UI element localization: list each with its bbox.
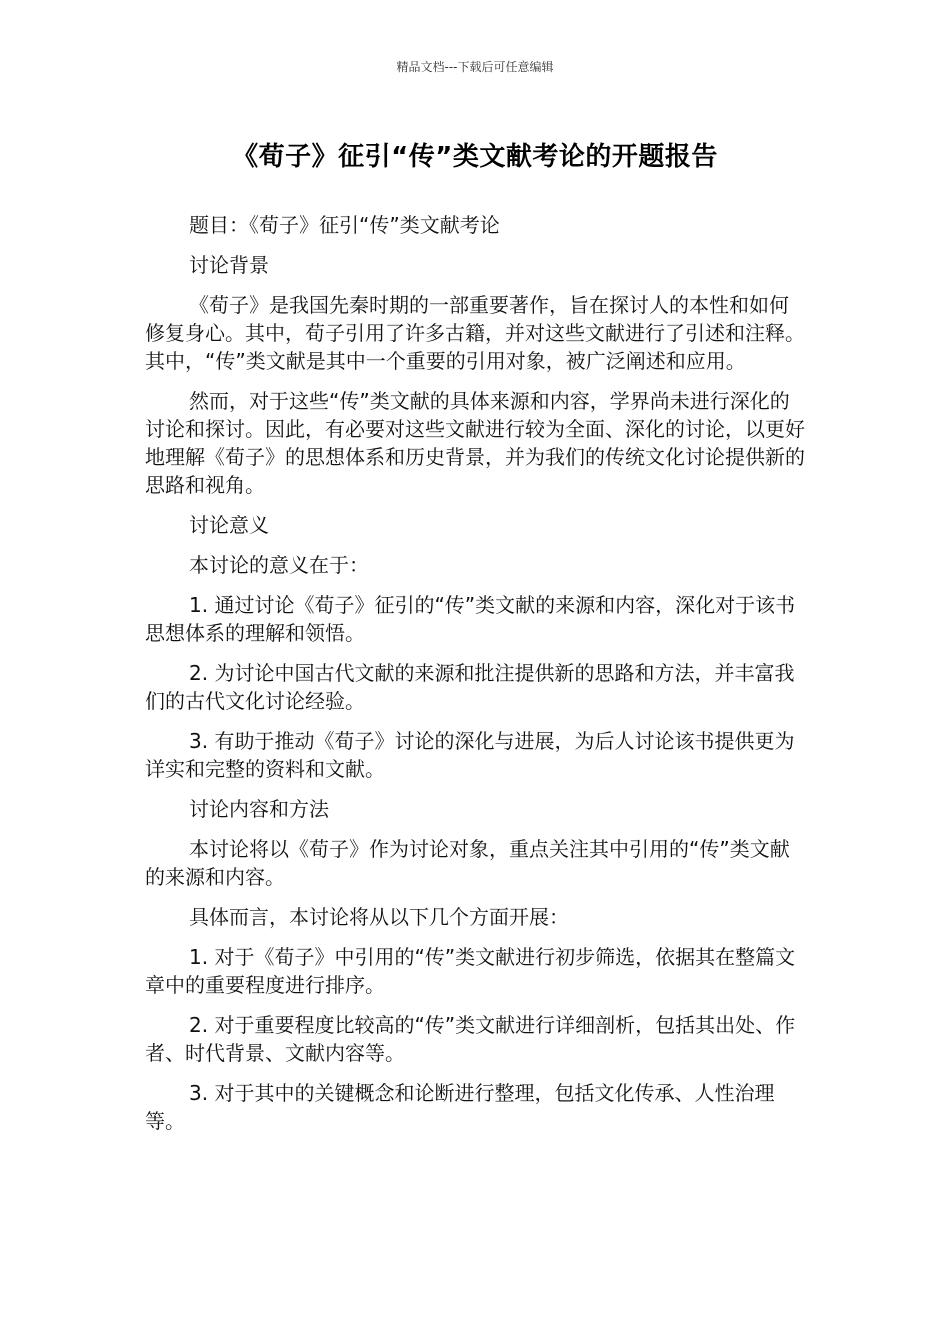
section-heading-content-method: 讨论内容和方法 (189, 797, 329, 821)
list-item: 1. 对于《荀子》中引用的“传”类文献进行初步筛选，依据其在整篇文章中的重要程度进行排序。 (145, 945, 796, 997)
list-item: 3. 对于其中的关键概念和论断进行整理，包括文化传承、人性治理等。 (145, 1081, 775, 1133)
topic-line: 题目：《荀子》征引“传”类文献考论 (189, 213, 500, 237)
list-item: 2. 对于重要程度比较高的“传”类文献进行详细剖析，包括其出处、作者、时代背景、文献内容等。 (145, 1013, 796, 1065)
list-item: 3. 有助于推动《荀子》讨论的深化与进展，为后人讨论该书提供更为详实和完整的资料和文献。 (145, 729, 795, 781)
list-item: 2. 为讨论中国古代文献的来源和批注提供新的思路和方法，并丰富我们的古代文化讨论经验。 (145, 661, 795, 713)
body-paragraph: 本讨论的意义在于： (189, 553, 369, 577)
body-paragraph: 具体而言，本讨论将从以下几个方面开展： (189, 905, 569, 929)
section-heading-background: 讨论背景 (189, 253, 269, 277)
body-paragraph: 《荀子》是我国先秦时期的一部重要著作，旨在探讨人的本性和如何修复身心。其中，荀子引用了许多古籍，并对这些文献进行了引述和注释。其中，“传”类文献是其中一个重要的引用对象，被广泛阐述和应用。 (145, 293, 805, 373)
page-header-note: 精品文档---下载后可任意编辑 (396, 60, 554, 74)
list-item: 1. 通过讨论《荀子》征引的“传”类文献的来源和内容，深化对于该书思想体系的理解和领悟。 (145, 593, 796, 645)
body-paragraph: 然而，对于这些“传”类文献的具体来源和内容，学界尚未进行深化的讨论和探讨。因此，有必要对这些文献进行较为全面、深化的讨论，以更好地理解《荀子》的思想体系和历史背景，并为我们的传统文化讨论提供新的思路和视角。 (145, 389, 805, 497)
document-body (145, 211, 807, 1147)
section-heading-significance: 讨论意义 (189, 513, 269, 537)
body-paragraph: 本讨论将以《荀子》作为讨论对象，重点关注其中引用的“传”类文献的来源和内容。 (145, 837, 790, 889)
document-title: 《荀子》征引“传”类文献考论的开题报告 (232, 142, 718, 172)
